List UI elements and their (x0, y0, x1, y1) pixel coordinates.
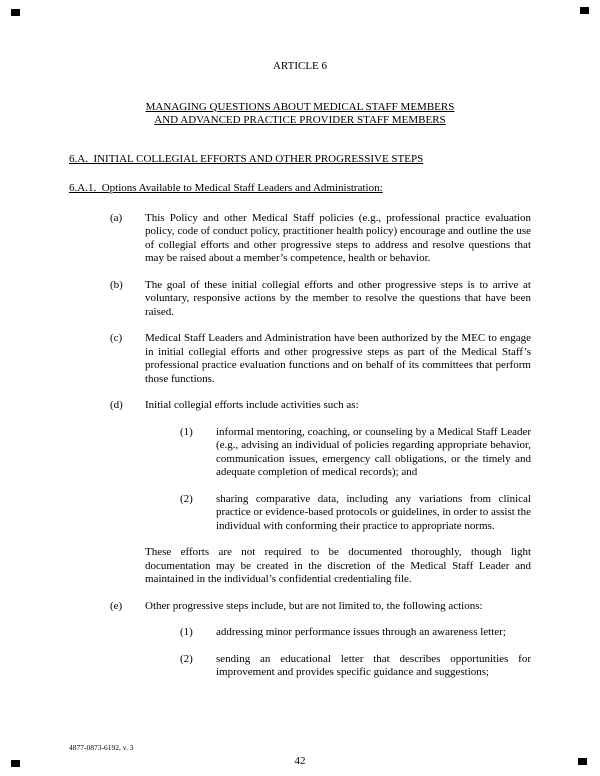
list-item-b (69, 279, 531, 320)
subitem-text: informal mentoring, coaching, or counseling by a Medical Staff Leader (e.g., advising an individual of policies regarding appropriate behavior, communication issues, emergency call obligations, or the timely and adequate completion of medical records); and (216, 425, 531, 478)
corner-mark-top-left (11, 9, 20, 16)
document-title-line-2: AND ADVANCED PRACTICE PROVIDER STAFF MEMBERS (154, 114, 446, 126)
item-text: Initial collegial efforts include activities such as: (145, 399, 359, 411)
subitem-label: (1) (180, 425, 193, 438)
page-number: 42 (294, 754, 306, 767)
subitem-text: sending an educational letter that describes opportunities for improvement and provides specific guidance and suggestions; (216, 652, 531, 678)
list-item-a (69, 212, 531, 266)
subitem-label: (2) (180, 492, 193, 505)
item-label: (e) (110, 599, 123, 612)
subitem-text: sharing comparative data, including any variations from clinical practice or evidence-based protocols or guidelines, in order to assist the individual with conforming their practice to appropriate norms. (216, 492, 531, 532)
section-heading: 6.A. INITIAL COLLEGIAL EFFORTS AND OTHER PROGRESSIVE STEPS (69, 152, 424, 165)
sub-item-d1 (69, 426, 531, 480)
list-item-c (69, 332, 531, 386)
sub-item-d2 (69, 493, 531, 534)
subitem-label: (1) (180, 626, 193, 638)
item-label: (b) (110, 278, 123, 291)
item-text: Medical Staff Leaders and Administration have been authorized by the MEC to engage in initial collegial efforts and other progressive steps as part of the Medical Staff’s professional practice evaluation functions and on behalf of its committees that perform those functions. (145, 332, 531, 385)
footer-doc-id: 4877-0873-6192, v. 3 (69, 743, 134, 752)
article-title: ARTICLE 6 (272, 60, 328, 72)
list-item-e (69, 600, 531, 680)
item-label: (c) (110, 332, 123, 344)
subitem-text: addressing minor performance issues through an awareness letter; (216, 626, 506, 638)
sub-item-e1 (69, 626, 531, 640)
document-title (69, 101, 531, 128)
subsection-heading: 6.A.1. Options Available to Medical Staff Leaders and Administration: (69, 182, 383, 194)
item-text: This Policy and other Medical Staff policies (e.g., professional practice evaluation policy, code of conduct policy, practitioner health policy) encourage and outline the use of collegial efforts and other progressive steps to address and resolve questions that may be raised about a member’s competence, health or behavior. (145, 211, 531, 264)
item-text: Other progressive steps include, but are not limited to, the following actions: (145, 599, 483, 612)
list-item-d (69, 399, 531, 587)
item-label: (d) (110, 399, 123, 411)
item-text: The goal of these initial collegial efforts and other progressive steps is to arrive at voluntary, responsive actions by the member to resolve the questions that have been raised. (145, 278, 531, 318)
sub-item-e2 (69, 653, 531, 680)
corner-mark-top-right (580, 7, 589, 14)
subitem-label: (2) (180, 652, 193, 665)
document-title-line-1: MANAGING QUESTIONS ABOUT MEDICAL STAFF MEMBERS (145, 100, 455, 113)
item-label: (a) (110, 211, 123, 224)
note-paragraph: These efforts are not required to be documented thoroughly, though light documentation may be created in the discretion of the Medical Staff Leader and maintained in the individual’s confidential credentialing file. (145, 546, 531, 585)
